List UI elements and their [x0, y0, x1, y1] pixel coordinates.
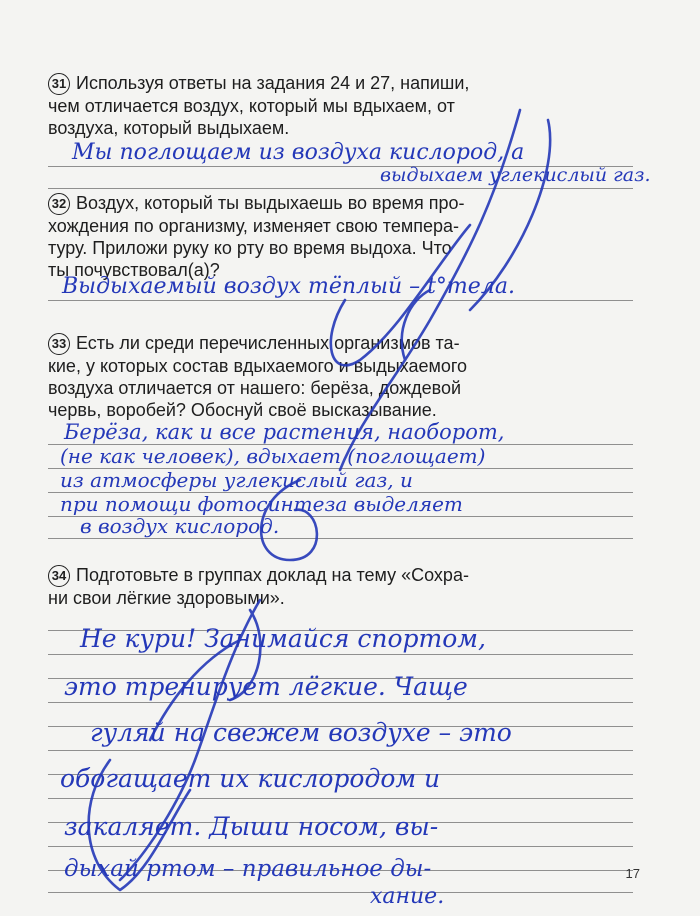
handwritten-answer-line: Мы поглощаем из воздуха кислород, а [72, 140, 525, 165]
page-number: 17 [625, 866, 640, 881]
handwritten-answer-line: гуляй на свежем воздухе – это [90, 718, 512, 747]
task-text: Подготовьте в группах доклад на тему «Сохра- ни свои лёгкие здоровыми». [48, 565, 469, 608]
handwritten-answer-line: выдыхаем углекислый газ. [380, 164, 651, 186]
handwritten-answer-line: Выдыхаемый воздух тёплый – t°тела. [62, 274, 515, 299]
handwritten-answer-line: в воздух кислород. [80, 514, 280, 538]
handwritten-answer-line: из атмосферы углекислый газ, и [60, 468, 413, 492]
handwritten-answer-line: дыхай ртом – правильное ды- [64, 856, 432, 882]
task-31 [48, 72, 648, 139]
task-text: Есть ли среди перечисленных организмов та- кие, у которых состав вдыхаемого и выдыхаемого воздуха отличается от нашего: берёза, дождевой червь, воробей? Обоснуй своё высказывание. [48, 333, 468, 420]
handwritten-answer-line: Берёза, как и все растения, наоборот, [64, 420, 505, 444]
task-32 [48, 192, 648, 281]
task-34 [48, 564, 648, 609]
task-text: Используя ответы на задания 24 и 27, напиши, чем отличается воздух, который мы вдыхаем, от воздуха, который выдыхаем. [48, 73, 470, 138]
handwritten-answer-line: хание. [370, 884, 445, 909]
handwritten-answer-line: закаляет. Дыши носом, вы- [64, 812, 439, 841]
task-number: 33 [48, 333, 70, 355]
handwritten-answer-line: при помощи фотосинтеза выделяет [60, 492, 463, 516]
handwritten-answer-line: это тренирует лёгкие. Чаще [64, 672, 468, 701]
task-number: 31 [48, 73, 70, 95]
task-33 [48, 332, 648, 421]
task-text: Воздух, который ты выдыхаешь во время про- хождения по организму, изменяет свою темпера- туру. Приложи руку ко рту во время выдоха. Что ты почувствовал(а)? [48, 193, 465, 280]
handwritten-answer-line: (не как человек), вдыхает (поглощает) [60, 444, 486, 468]
task-number: 34 [48, 565, 70, 587]
task-number: 32 [48, 193, 70, 215]
handwritten-answer-line: обогащает их кислородом и [60, 764, 441, 793]
handwritten-answer-line: Не кури! Занимайся спортом, [80, 624, 486, 653]
